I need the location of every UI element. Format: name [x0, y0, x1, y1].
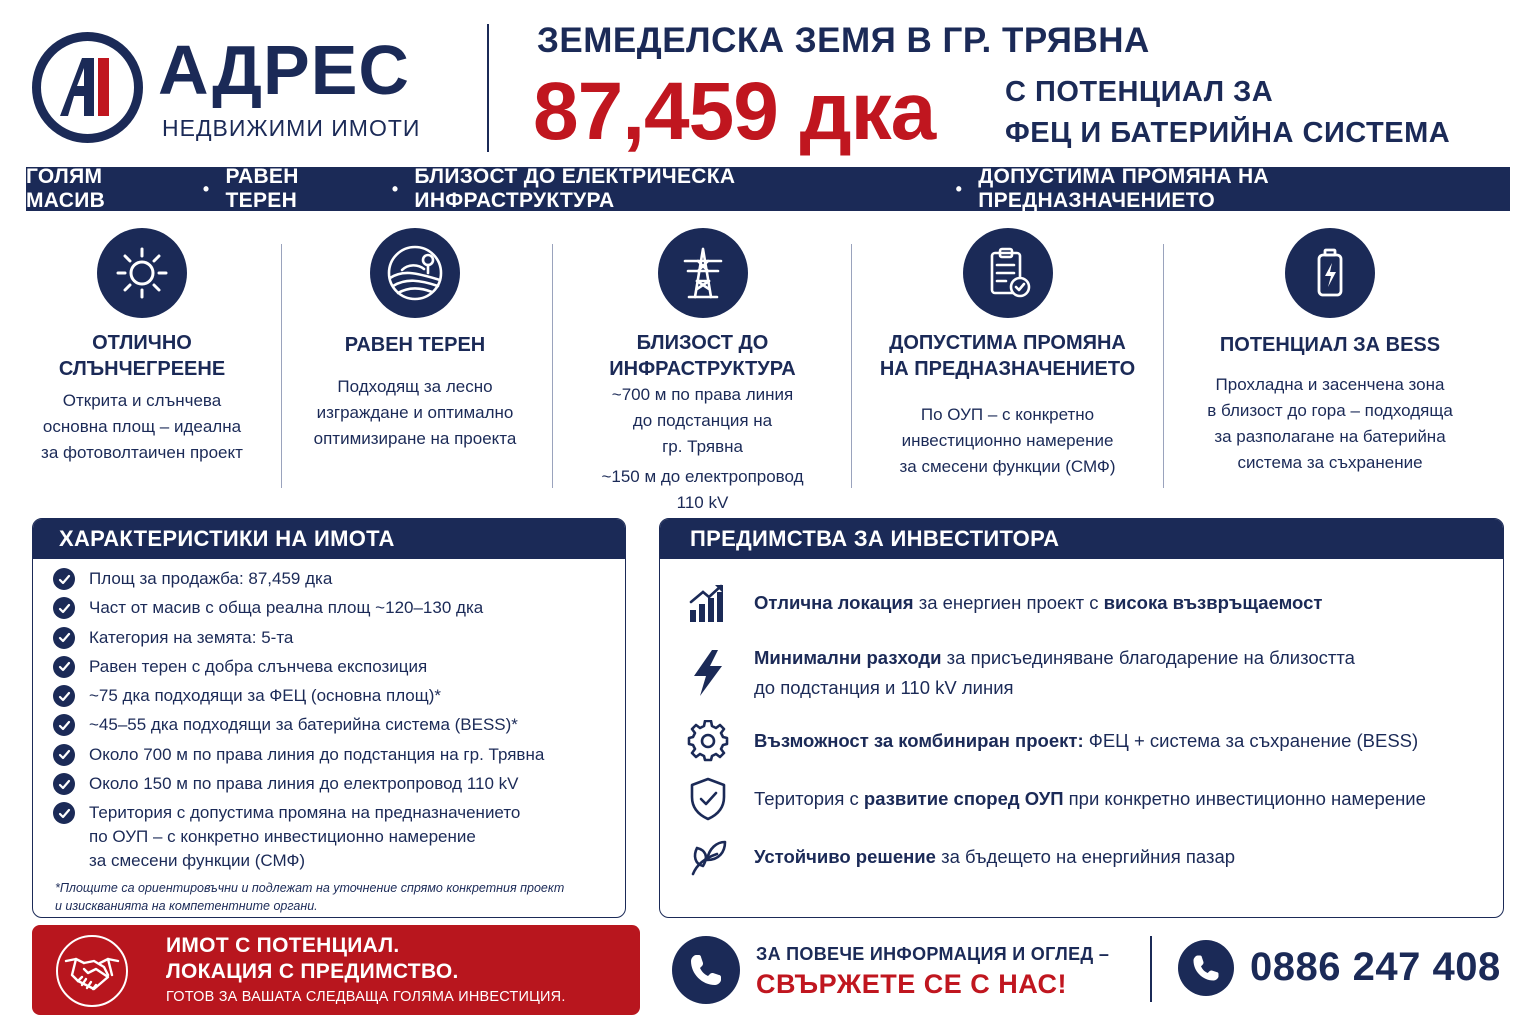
highlights-banner	[26, 167, 1510, 211]
feature-desc-line: система за съхранение	[1237, 453, 1423, 472]
advantage-plain: ФЕЦ + система за съхранение (BESS)	[1083, 730, 1419, 751]
advantages-title: ПРЕДИМСТВА ЗА ИНВЕСТИТОРА	[660, 519, 1503, 559]
phone-number[interactable]: 0886 247 408	[1250, 945, 1501, 989]
feature-desc-line: ~150 м до електропровод	[601, 467, 804, 486]
landscape-icon	[370, 228, 460, 318]
feature-title	[570, 330, 835, 382]
feature-title-line: ДОПУСТИМА ПРОМЯНА	[889, 332, 1126, 354]
footnote-line: и изискванията на компетентните органи.	[55, 898, 318, 913]
battery-icon	[1285, 228, 1375, 318]
phone-icon[interactable]	[1178, 940, 1234, 996]
feature-desc-line: за смесени функции (СМФ)	[899, 457, 1116, 476]
list-item	[53, 626, 625, 650]
feature-title-line: НА ПРЕДНАЗНАЧЕНИЕТО	[879, 358, 1136, 380]
check-icon	[53, 714, 75, 736]
feature-bess	[1175, 228, 1485, 476]
feature-title	[295, 332, 535, 358]
brand-subtitle: НЕДВИЖИМИ ИМОТИ	[162, 115, 421, 141]
header-divider	[487, 24, 489, 152]
cta-line1: ИМОТ С ПОТЕНЦИАЛ.	[166, 934, 400, 957]
feature-desc-line: инвестиционно намерение	[901, 431, 1114, 450]
feature-title-line: РАВЕН ТЕРЕН	[344, 334, 486, 356]
check-icon	[53, 685, 75, 707]
banner-item: ДОПУСТИМА ПРОМЯНА НА ПРЕДНАЗНАЧЕНИЕТО	[978, 165, 1269, 212]
advantage-plain: за присъединяване благодарение на близостта	[941, 647, 1355, 668]
handshake-icon	[56, 935, 128, 1007]
feature-desc	[865, 402, 1150, 480]
advantage-text	[754, 726, 1418, 756]
lightning-icon	[686, 651, 730, 695]
list-item	[53, 772, 625, 796]
cta-banner	[32, 925, 640, 1015]
advantage-text	[754, 842, 1235, 872]
check-icon	[53, 802, 75, 824]
shield-check-icon	[686, 777, 730, 821]
feature-divider	[851, 244, 852, 488]
list-item-text: Равен терен с добра слънчева експозиция	[89, 656, 428, 676]
banner-item: ГОЛЯМ МАСИВ	[26, 165, 106, 212]
advantage-plain: Територия с	[754, 788, 864, 809]
feature-desc-line: изграждане и оптимално	[316, 403, 514, 422]
area-value: 87,459 дка	[533, 66, 936, 157]
feature-divider	[281, 244, 282, 488]
advantages-panel	[659, 518, 1504, 918]
advantage-plain: при конкретно инвестиционно намерение	[1063, 788, 1426, 809]
sun-icon	[97, 228, 187, 318]
list-item-text: ~45–55 дка подходящи за батерийна система (BESS)*	[89, 715, 518, 735]
banner-item: БЛИЗОСТ ДО ЕЛЕКТРИЧЕСКА ИНФРАСТРУКТУРА	[414, 165, 736, 212]
advantage-item	[686, 581, 1322, 625]
list-item	[53, 743, 625, 767]
phone-icon[interactable]	[672, 936, 740, 1004]
brand-logo	[30, 30, 145, 145]
advantage-plain: за енергиен проект с	[913, 592, 1104, 613]
feature-desc-line: Подходящ за лесно	[337, 377, 493, 396]
feature-infrastructure	[570, 228, 835, 516]
footer-divider	[1150, 936, 1152, 1002]
feature-desc	[1175, 372, 1485, 476]
headline: ЗЕМЕДЕЛСКА ЗЕМЯ В ГР. ТРЯВНА	[537, 21, 1150, 60]
list-item-text: Около 700 м по права линия до подстанция на гр. Трявна	[89, 744, 545, 764]
advantage-plain: за бъдещето на енергийния пазар	[935, 846, 1236, 867]
list-item-text: ~75 дка подходящи за ФЕЦ (основна площ)*	[89, 686, 442, 706]
feature-divider	[1163, 244, 1164, 488]
cta-line2: ЛОКАЦИЯ С ПРЕДИМСТВО.	[166, 960, 459, 983]
list-item	[53, 684, 625, 708]
feature-divider	[552, 244, 553, 488]
feature-desc	[22, 388, 262, 466]
feature-terrain	[295, 228, 535, 452]
banner-separator: •	[955, 178, 963, 199]
cta-line3: ГОТОВ ЗА ВАШАТА СЛЕДВАЩА ГОЛЯМА ИНВЕСТИЦИЯ.	[166, 989, 566, 1005]
feature-desc-line: гр. Трявна	[662, 437, 743, 456]
brand-name: АДРЕС	[158, 31, 410, 109]
list-item-text: Площ за продажба: 87,459 дка	[89, 569, 333, 588]
list-item	[53, 655, 625, 679]
list-item	[53, 567, 625, 591]
potential-line1: С ПОТЕНЦИАЛ ЗА	[1005, 76, 1274, 108]
contact-prompt: ЗА ПОВЕЧЕ ИНФОРМАЦИЯ И ОГЛЕД –	[756, 944, 1110, 964]
advantage-bold: висока възвръщаемост	[1103, 592, 1323, 613]
feature-title	[1175, 332, 1485, 358]
footnote	[33, 879, 625, 915]
list-item-text	[89, 801, 520, 873]
feature-desc-line: По ОУП – с конкретно	[920, 405, 1095, 424]
feature-title-line: ОТЛИЧНО	[92, 332, 192, 354]
characteristics-list	[33, 559, 625, 873]
list-item-line: Територия с допустима промяна на предназначението	[89, 803, 521, 823]
list-item-text: Категория на земята: 5-та	[89, 627, 294, 647]
list-item-line: по ОУП – с конкретно инвестиционно намерение	[89, 827, 476, 847]
check-icon	[53, 568, 75, 590]
advantage-bold: развитие според ОУП	[863, 788, 1064, 809]
characteristics-panel	[32, 518, 626, 918]
feature-desc	[570, 382, 835, 516]
advantage-plain: до подстанция и 110 kV линия	[754, 677, 1014, 698]
list-item-text: Част от масив с обща реална площ ~120–130 дка	[89, 598, 484, 618]
feature-desc-line: основна площ – идеална	[42, 417, 242, 436]
list-item	[53, 596, 625, 620]
feature-title-line: ИНФРАСТРУКТУРА	[609, 358, 796, 380]
feature-desc-line: за разполагане на батерийна	[1214, 427, 1446, 446]
advantage-text	[754, 643, 1355, 703]
growth-chart-icon	[686, 581, 730, 625]
feature-sun	[22, 228, 262, 466]
gear-icon	[686, 719, 730, 763]
leaf-icon	[686, 835, 730, 879]
footnote-line: *Площите са ориентировъчни и подлежат на уточнение спрямо конкретния проект	[55, 880, 565, 895]
advantage-item	[686, 777, 1426, 821]
advantage-bold: Устойчиво решение	[754, 846, 936, 867]
list-item-line: за смесени функции (СМФ)	[89, 851, 306, 871]
advantage-item	[686, 643, 1355, 703]
advantage-text	[754, 784, 1426, 814]
list-item	[53, 801, 625, 873]
feature-desc-line: оптимизиране на проекта	[313, 429, 517, 448]
advantage-item	[686, 719, 1418, 763]
characteristics-title: ХАРАКТЕРИСТИКИ НА ИМОТА	[33, 519, 625, 559]
feature-desc-line: до подстанция на	[632, 411, 773, 430]
feature-desc-line: 110 kV	[676, 493, 729, 512]
advantage-bold: Отлична локация	[754, 592, 914, 613]
check-icon	[53, 627, 75, 649]
feature-desc-line: в близост до гора – подходяща	[1207, 401, 1453, 420]
advantage-item	[686, 835, 1235, 879]
feature-title	[22, 330, 262, 382]
feature-title-line: ПОТЕНЦИАЛ ЗА BESS	[1219, 334, 1441, 356]
check-icon	[53, 744, 75, 766]
advantage-bold: Минимални разходи	[754, 647, 942, 668]
feature-desc-line: Открита и слънчева	[62, 391, 222, 410]
check-icon	[53, 773, 75, 795]
advantage-bold: Възможност за комбиниран проект:	[754, 730, 1084, 751]
check-icon	[53, 656, 75, 678]
feature-desc-line: ~700 м по права линия	[611, 385, 794, 404]
feature-zoning	[865, 228, 1150, 480]
banner-separator: •	[202, 178, 210, 199]
contact-cta: СВЪРЖЕТЕ СЕ С НАС!	[756, 969, 1068, 999]
potential-text	[1005, 72, 1450, 154]
feature-desc-line: за фотоволтаичен проект	[41, 443, 243, 462]
feature-desc-line: Прохладна и засенчена зона	[1215, 375, 1445, 394]
potential-line2: ФЕЦ И БАТЕРИЙНА СИСТЕМА	[1005, 117, 1451, 149]
feature-desc	[295, 374, 535, 452]
banner-item: РАВЕН ТЕРЕН	[225, 165, 299, 212]
feature-title-line: СЛЪНЧЕГРЕЕНЕ	[58, 358, 226, 380]
feature-title	[865, 330, 1150, 382]
check-icon	[53, 597, 75, 619]
list-item-text: Около 150 м по права линия до електропровод 110 kV	[89, 774, 519, 794]
clipboard-check-icon	[963, 228, 1053, 318]
power-tower-icon	[658, 228, 748, 318]
advantage-text	[754, 588, 1322, 618]
feature-title-line: БЛИЗОСТ ДО	[636, 332, 769, 354]
banner-separator: •	[391, 178, 399, 199]
list-item	[53, 713, 625, 737]
